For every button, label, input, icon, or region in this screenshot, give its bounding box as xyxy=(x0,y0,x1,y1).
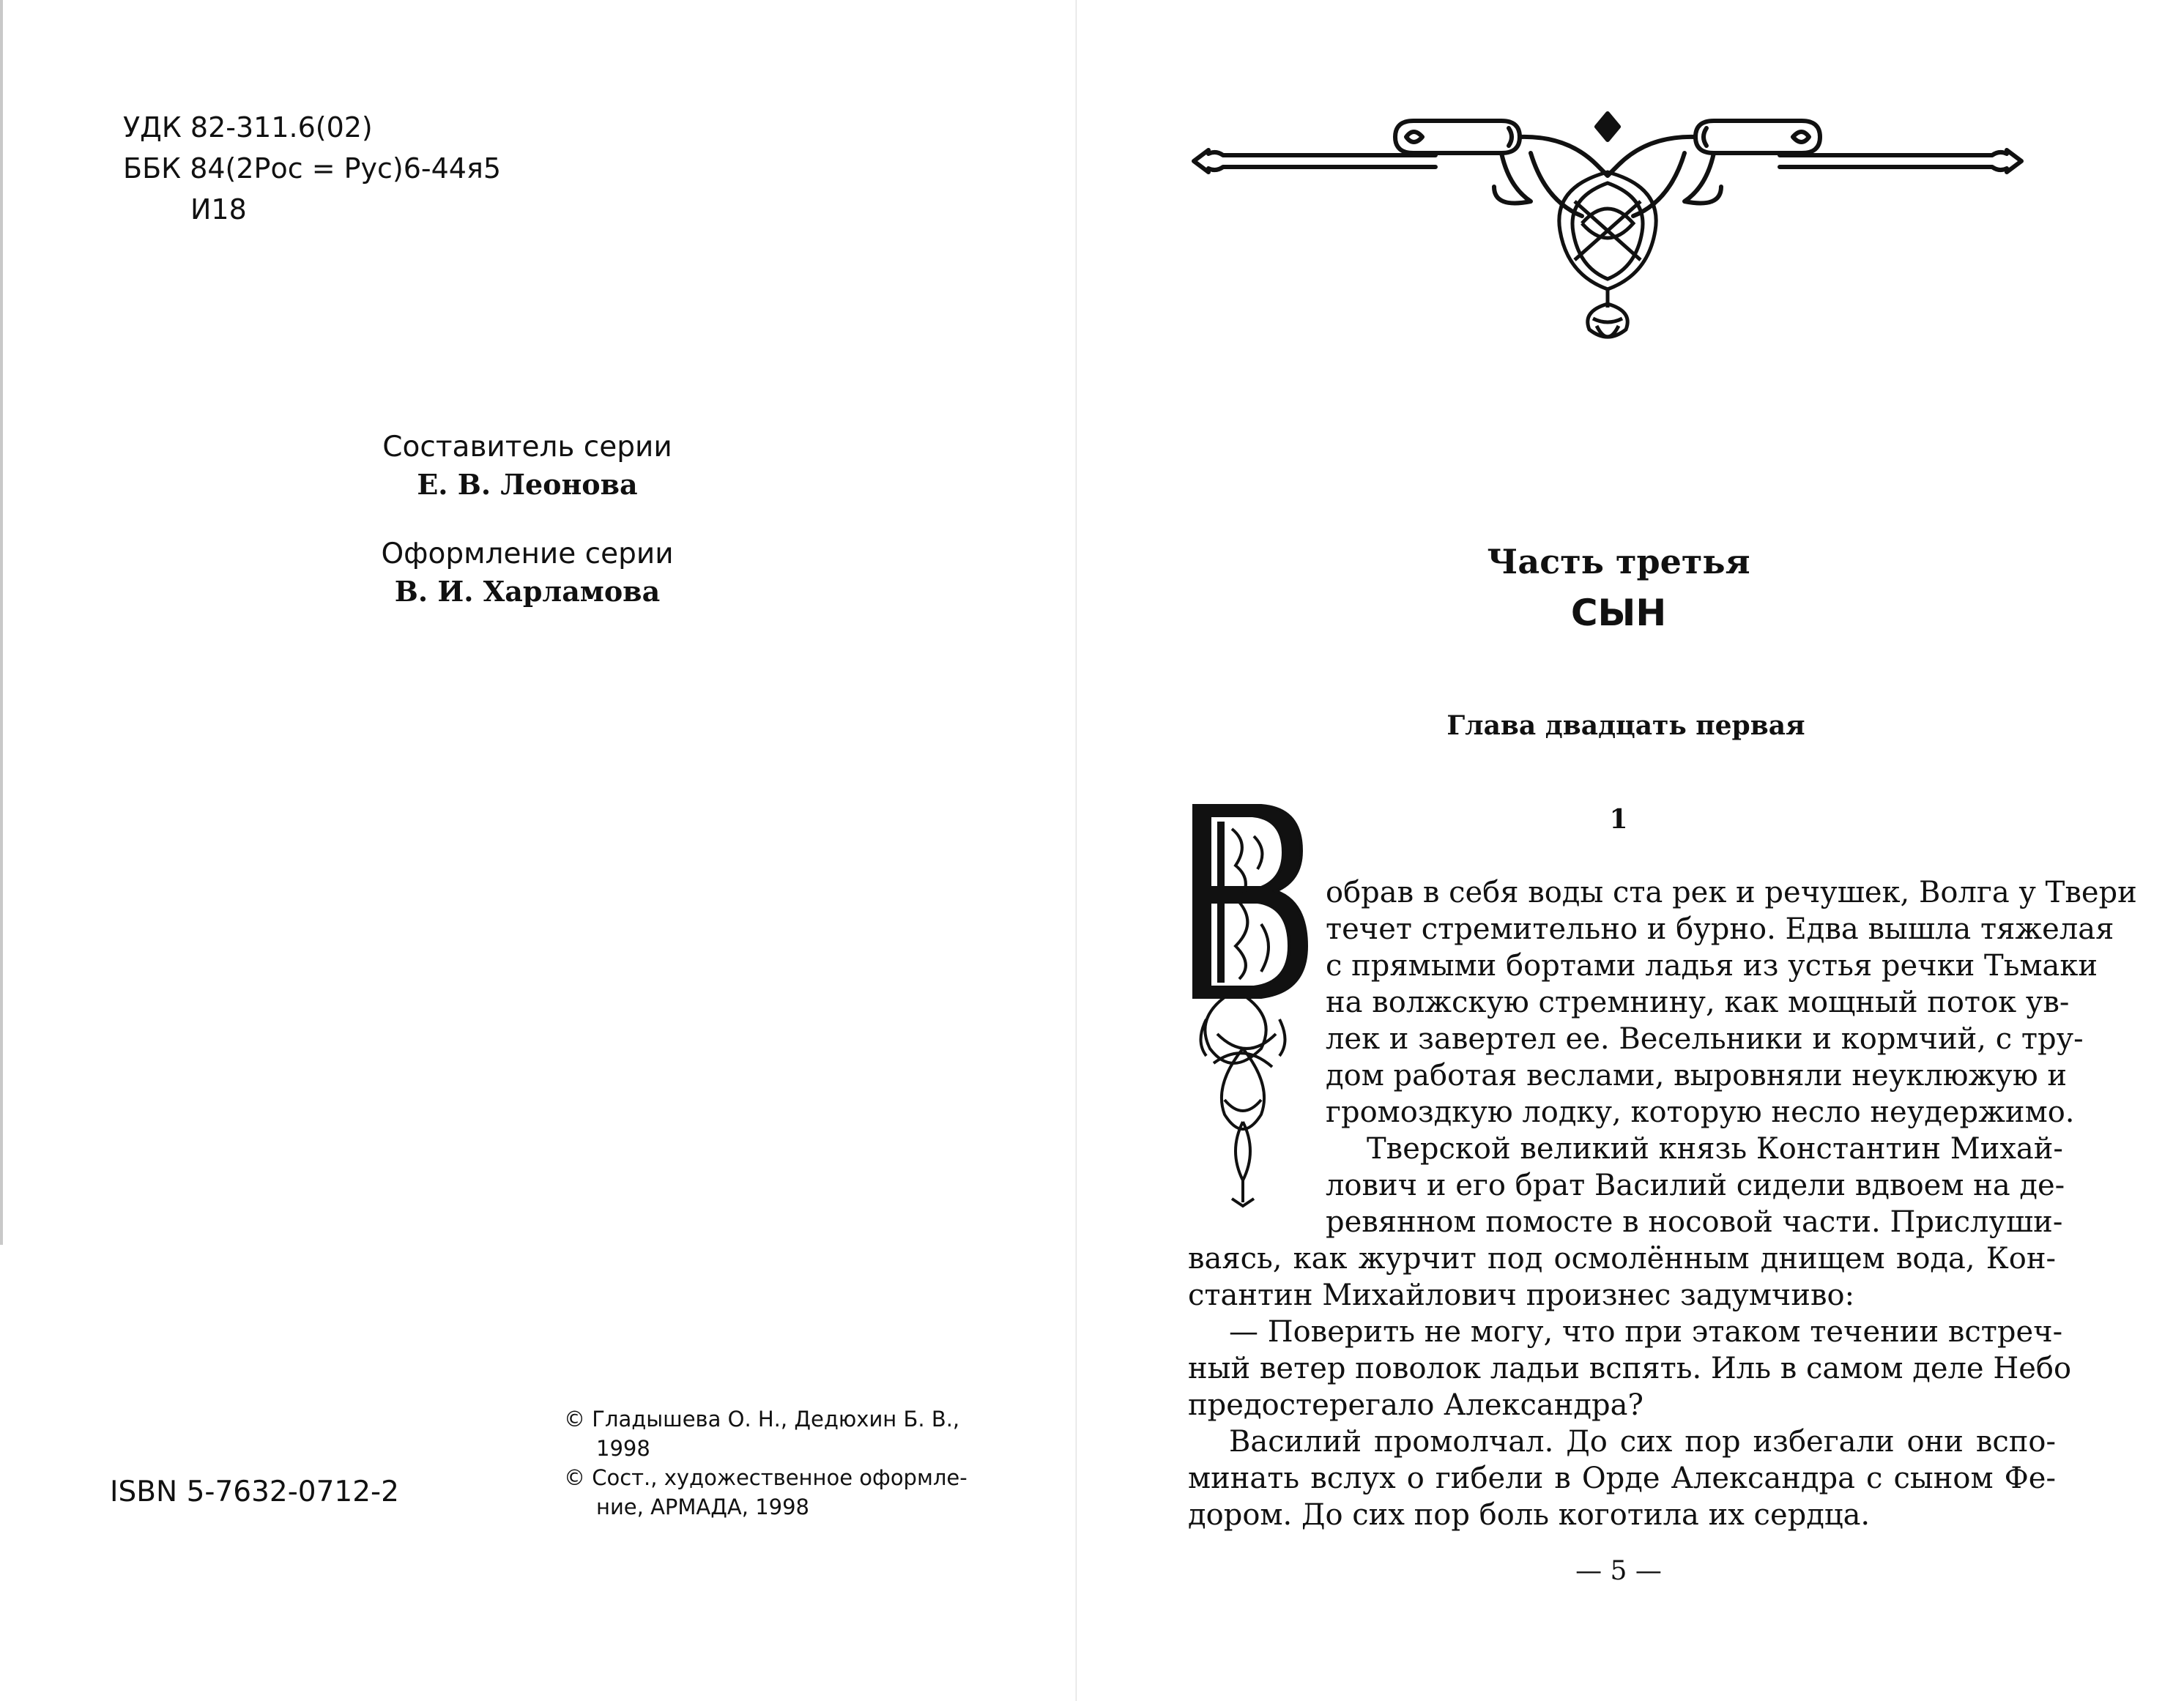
text-line: с прямыми бортами ладья из устья речки Тьмаки xyxy=(1326,949,2098,983)
copyright-line: © Сост., художественное оформле- xyxy=(564,1465,967,1490)
series-compiler xyxy=(366,429,688,504)
isbn: ISBN 5-7632-0712-2 xyxy=(110,1475,399,1508)
copyright-notice xyxy=(564,1404,974,1522)
series-design-role: Оформление серии xyxy=(381,537,674,570)
text-line: громоздкую лодку, которую несло неудержимо. xyxy=(1326,1095,2075,1129)
page-edge xyxy=(0,0,3,1245)
bibliographic-codes xyxy=(123,107,501,230)
text-line: Тверской великий князь Константин Михай- xyxy=(1367,1132,2063,1166)
section-number: 1 xyxy=(1609,804,1628,835)
text-line: Василий промолчал. До сих пор избегали они вспо- xyxy=(1229,1425,2056,1459)
scroll-ornament-icon xyxy=(1186,106,2029,370)
left-page xyxy=(0,0,1077,1701)
text-line: лович и его брат Василий сидели вдвоем на де- xyxy=(1326,1169,2065,1202)
series-design xyxy=(366,536,688,611)
series-compiler-name: Е. В. Леонова xyxy=(417,468,638,501)
text-line: ный ветер поволок ладьи вспять. Иль в самом деле Небо xyxy=(1188,1352,2072,1385)
udk-code: УДК 82-311.6(02) xyxy=(123,111,373,144)
text-line: — Поверить не могу, что при этаком течении встреч- xyxy=(1229,1315,2063,1349)
text-line: предостерегало Александра? xyxy=(1188,1388,1643,1422)
copyright-line: 1998 xyxy=(596,1436,650,1461)
text-line: обрав в себя воды ста рек и речушек, Волга у Твери xyxy=(1326,876,2137,909)
copyright-line: © Гладышева О. Н., Дедюхин Б. В., xyxy=(564,1407,960,1432)
text-line: минать вслух о гибели в Орде Александра с сыном Фе- xyxy=(1188,1462,2056,1495)
chapter-body-text xyxy=(1188,874,2137,1533)
part-title: Часть третья xyxy=(1487,542,1750,581)
author-mark-code: И18 xyxy=(190,193,247,226)
page-number: — 5 — xyxy=(1575,1556,1662,1586)
book-title: СЫН xyxy=(1570,592,1667,634)
bbk-code: ББК 84(2Рос = Рус)6-44я5 xyxy=(123,152,502,185)
text-line: течет стремительно и бурно. Едва вышла тяжелая xyxy=(1326,912,2114,946)
text-line: лек и завертел ее. Весельники и кормчий, с тру- xyxy=(1326,1022,2084,1056)
series-design-name: В. И. Харламова xyxy=(394,575,661,608)
text-line: дом работая веслами, выровняли неуклюжую и xyxy=(1326,1059,2068,1093)
text-line: ваясь, как журчит под осмолённым днищем вода, Кон- xyxy=(1188,1242,2056,1276)
text-line: ревянном помосте в носовой части. Прислуши- xyxy=(1326,1205,2063,1239)
series-compiler-role: Составитель серии xyxy=(382,431,672,464)
chapter-title: Глава двадцать первая xyxy=(1446,710,1805,741)
text-line: стантин Михайлович произнес задумчиво: xyxy=(1188,1278,1855,1312)
text-line: дором. До сих пор боль коготила их сердца. xyxy=(1188,1498,1871,1532)
copyright-line: ние, АРМАДА, 1998 xyxy=(596,1495,810,1519)
text-line: на волжскую стремнину, как мощный поток ув- xyxy=(1326,986,2070,1019)
